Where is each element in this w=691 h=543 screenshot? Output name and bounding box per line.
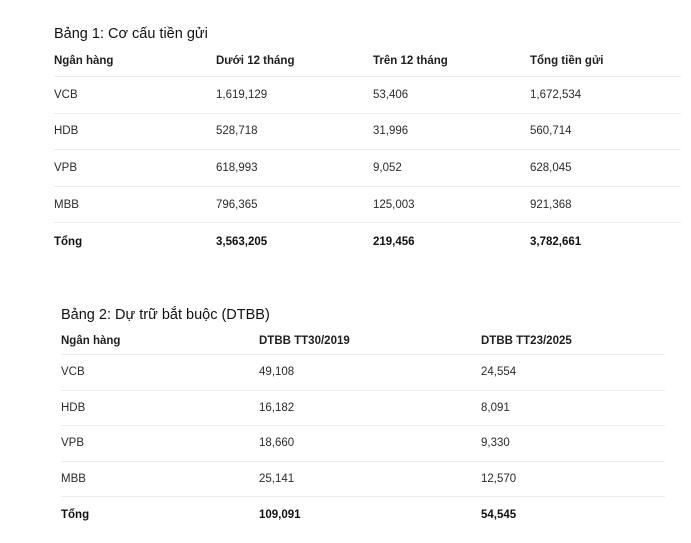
- deposit-structure-table: [54, 46, 681, 260]
- header-over-12-months: Trên 12 tháng: [373, 55, 448, 67]
- required-reserves-section: [61, 303, 665, 533]
- bank-name-cell: VPB: [61, 437, 85, 450]
- table-2-header-row: [61, 327, 665, 355]
- total-label: Tổng: [61, 508, 90, 521]
- header-dtbb-tt23-2025: DTBB TT23/2025: [481, 334, 572, 347]
- under-12-months-cell: 528,718: [216, 125, 258, 138]
- over-12-months-cell: 31,996: [373, 125, 409, 138]
- total-under-12-months: 3,563,205: [216, 235, 268, 248]
- table-row: [61, 462, 665, 498]
- total-deposits-cell: 628,045: [530, 161, 572, 174]
- over-12-months-cell: 125,003: [373, 198, 415, 211]
- over-12-months-cell: 9,052: [373, 161, 402, 174]
- under-12-months-cell: 1,619,129: [216, 88, 268, 101]
- bank-name-cell: VPB: [54, 161, 78, 174]
- bank-name-cell: MBB: [61, 472, 86, 485]
- header-dtbb-tt30-2019: DTBB TT30/2019: [259, 334, 350, 347]
- table-1-total-row: [54, 223, 681, 260]
- total-over-12-months: 219,456: [373, 235, 415, 248]
- header-total-deposits: Tổng tiền gửi: [530, 55, 604, 67]
- total-dtbb-tt23: 54,545: [481, 508, 517, 521]
- total-deposits-cell: 560,714: [530, 125, 572, 138]
- header-under-12-months: Dưới 12 tháng: [216, 55, 295, 67]
- table-1-title: Bảng 1: Cơ cấu tiền gửi: [54, 26, 208, 42]
- table-2-title: Bảng 2: Dự trữ bắt buộc (DTBB): [61, 307, 270, 323]
- total-dtbb-tt30: 109,091: [259, 508, 301, 521]
- dtbb-tt30-cell: 49,108: [259, 366, 295, 379]
- deposit-structure-section: [54, 22, 681, 260]
- table-row: [54, 150, 681, 187]
- under-12-months-cell: 796,365: [216, 198, 258, 211]
- bank-name-cell: MBB: [54, 198, 79, 211]
- table-row: [54, 187, 681, 224]
- table-row: [54, 114, 681, 151]
- dtbb-tt23-cell: 8,091: [481, 401, 510, 414]
- bank-name-cell: HDB: [54, 125, 79, 138]
- table-2-total-row: [61, 497, 665, 533]
- total-deposits: 3,782,661: [530, 235, 582, 248]
- under-12-months-cell: 618,993: [216, 161, 258, 174]
- required-reserves-table: [61, 327, 665, 533]
- total-deposits-cell: 921,368: [530, 198, 572, 211]
- dtbb-tt23-cell: 12,570: [481, 472, 517, 485]
- dtbb-tt30-cell: 18,660: [259, 437, 295, 450]
- dtbb-tt30-cell: 16,182: [259, 401, 295, 414]
- total-deposits-cell: 1,672,534: [530, 88, 582, 101]
- dtbb-tt23-cell: 24,554: [481, 366, 517, 379]
- table-1-header-row: [54, 46, 681, 77]
- table-row: [61, 426, 665, 462]
- table-row: [54, 77, 681, 114]
- dtbb-tt23-cell: 9,330: [481, 437, 510, 450]
- table-row: [61, 355, 665, 391]
- header-bank: Ngân hàng: [61, 334, 121, 347]
- bank-name-cell: VCB: [54, 88, 78, 101]
- total-label: Tổng: [54, 235, 83, 248]
- over-12-months-cell: 53,406: [373, 88, 409, 101]
- header-bank: Ngân hàng: [54, 55, 114, 67]
- table-row: [61, 391, 665, 427]
- dtbb-tt30-cell: 25,141: [259, 472, 295, 485]
- bank-name-cell: HDB: [61, 401, 86, 414]
- bank-name-cell: VCB: [61, 366, 85, 379]
